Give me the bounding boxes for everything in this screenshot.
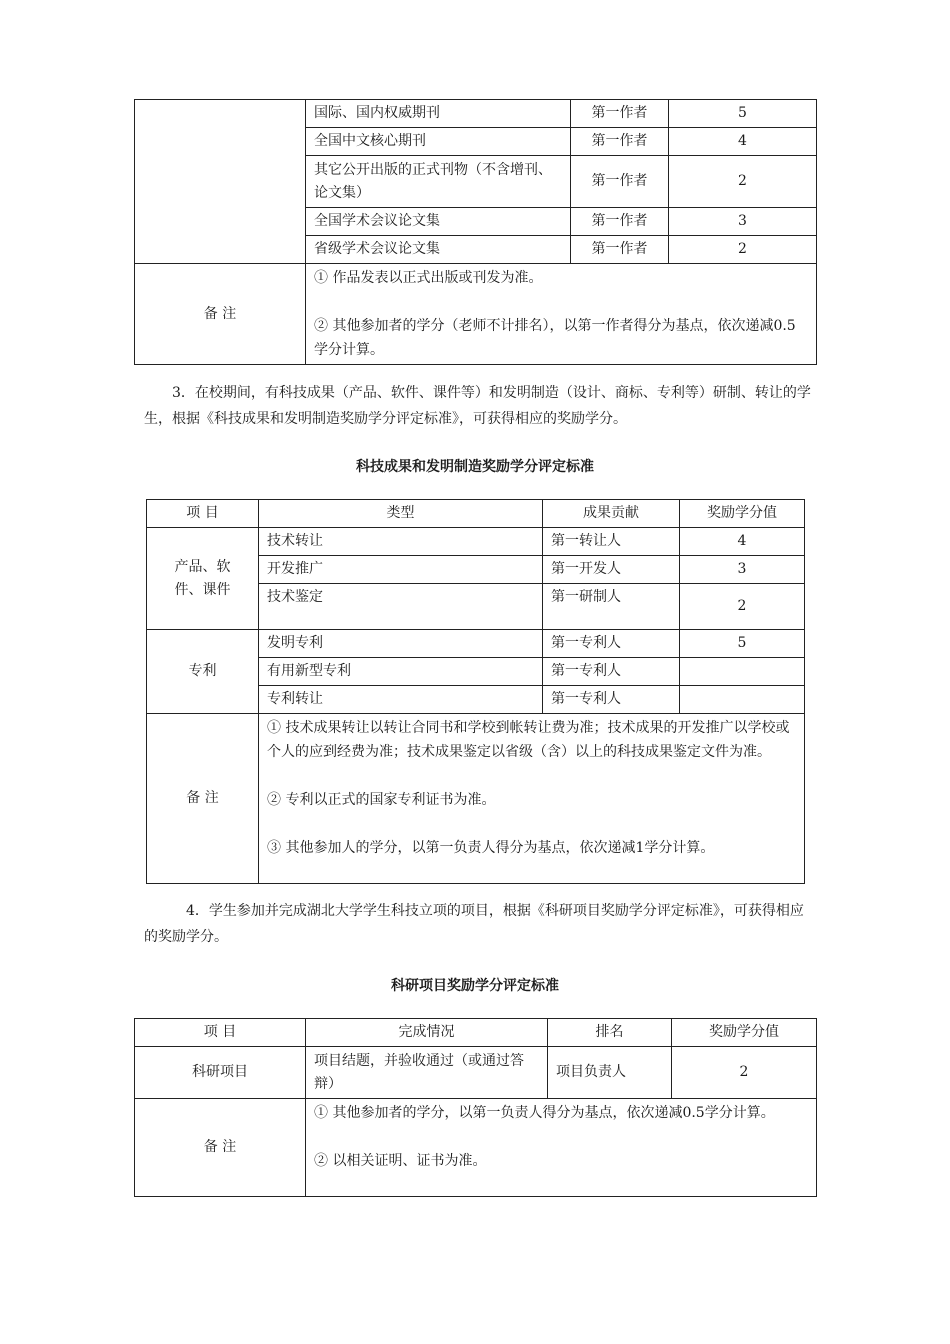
header-credit: 奖励学分值: [680, 500, 805, 528]
credit-cell: 5: [680, 630, 805, 658]
type-cell: 技术转让: [259, 528, 543, 556]
credit-cell: 5: [669, 100, 817, 128]
credit-cell: 4: [680, 528, 805, 556]
author-rank-cell: 第一作者: [571, 156, 669, 208]
note-item: ② 以相关证明、证书为准。: [314, 1153, 487, 1169]
credit-cell: 2: [669, 236, 817, 264]
paragraph-3: 3．在校期间，有科技成果（产品、软件、课件等）和发明制造（设计、商标、专利等）研制、转让的学生，根据《科技成果和发明制造奖励学分评定标准》，可获得相应的奖励学分。: [144, 385, 811, 427]
note-item: ① 技术成果转让以转让合同书和学校到帐转让费为准；技术成果的开发推广以学校或个人的应到经费为准；技术成果鉴定以省级（含）以上的科技成果鉴定文件为准。: [267, 720, 790, 760]
contribution-cell: 第一研制人: [543, 584, 680, 630]
credit-cell: 2: [669, 156, 817, 208]
contribution-cell: 第一专利人: [543, 658, 680, 686]
note-cell: [306, 264, 817, 365]
credit-cell: 4: [669, 128, 817, 156]
group-label-products: 产品、软件、课件: [147, 528, 259, 630]
type-cell: 专利转让: [259, 686, 543, 714]
type-cell: 发明专利: [259, 630, 543, 658]
pub-type-cell: 全国中文核心期刊: [306, 128, 571, 156]
header-contribution: 成果贡献: [543, 500, 680, 528]
type-cell: 技术鉴定: [259, 584, 543, 630]
contribution-cell: 第一专利人: [543, 686, 680, 714]
credit-cell: [680, 658, 805, 686]
header-type: 类型: [259, 500, 543, 528]
contribution-cell: 第一专利人: [543, 630, 680, 658]
credit-cell: 3: [669, 208, 817, 236]
rank-cell: 项目负责人: [548, 1047, 672, 1099]
note-label: 备 注: [135, 264, 306, 365]
research-project-credit-table: [134, 1018, 817, 1197]
pub-type-cell: 其它公开出版的正式刊物（不含增刊、论文集）: [306, 156, 571, 208]
tech-achievement-credit-table: [146, 499, 805, 884]
note-item: ① 其他参加者的学分，以第一负责人得分为基点，依次递减0.5学分计算。: [314, 1105, 775, 1121]
table-title-tech-achievements: 科技成果和发明制造奖励学分评定标准: [356, 459, 594, 475]
credit-cell: [680, 686, 805, 714]
pub-type-cell: 省级学术会议论文集: [306, 236, 571, 264]
credit-cell: 2: [672, 1047, 817, 1099]
note-cell: [259, 714, 805, 884]
header-rank: 排名: [548, 1019, 672, 1047]
credit-cell: 2: [680, 584, 805, 630]
header-status: 完成情况: [306, 1019, 548, 1047]
note-item: ② 专利以正式的国家专利证书为准。: [267, 792, 496, 808]
pub-type-cell: 国际、国内权威期刊: [306, 100, 571, 128]
contribution-cell: 第一开发人: [543, 556, 680, 584]
publication-credit-table: [134, 99, 817, 365]
header-credit: 奖励学分值: [672, 1019, 817, 1047]
author-rank-cell: 第一作者: [571, 128, 669, 156]
note-item: ③ 其他参加人的学分，以第一负责人得分为基点，依次递减1学分计算。: [267, 840, 715, 856]
header-item: 项 目: [147, 500, 259, 528]
pub-type-cell: 全国学术会议论文集: [306, 208, 571, 236]
author-rank-cell: 第一作者: [571, 236, 669, 264]
note-item: ① 作品发表以正式出版或刊发为准。: [314, 270, 543, 286]
note-cell: [306, 1099, 817, 1197]
note-label: 备 注: [135, 1099, 306, 1197]
note-label: 备 注: [147, 714, 259, 884]
author-rank-cell: 第一作者: [571, 100, 669, 128]
header-item: 项 目: [135, 1019, 306, 1047]
merged-category-cell: [135, 100, 306, 264]
table-title-research-projects: 科研项目奖励学分评定标准: [391, 978, 559, 994]
status-cell: 项目结题，并验收通过（或通过答辩）: [306, 1047, 548, 1099]
paragraph-4: 4．学生参加并完成湖北大学学生科技立项的项目，根据《科研项目奖励学分评定标准》，可获得相应的奖励学分。: [144, 903, 804, 945]
item-cell: 科研项目: [135, 1047, 306, 1099]
type-cell: 有用新型专利: [259, 658, 543, 686]
type-cell: 开发推广: [259, 556, 543, 584]
group-label-patent: 专利: [147, 630, 259, 714]
author-rank-cell: 第一作者: [571, 208, 669, 236]
contribution-cell: 第一转让人: [543, 528, 680, 556]
note-item: ② 其他参加者的学分（老师不计排名），以第一作者得分为基点，依次递减0.5学分计算。: [314, 318, 796, 358]
credit-cell: 3: [680, 556, 805, 584]
